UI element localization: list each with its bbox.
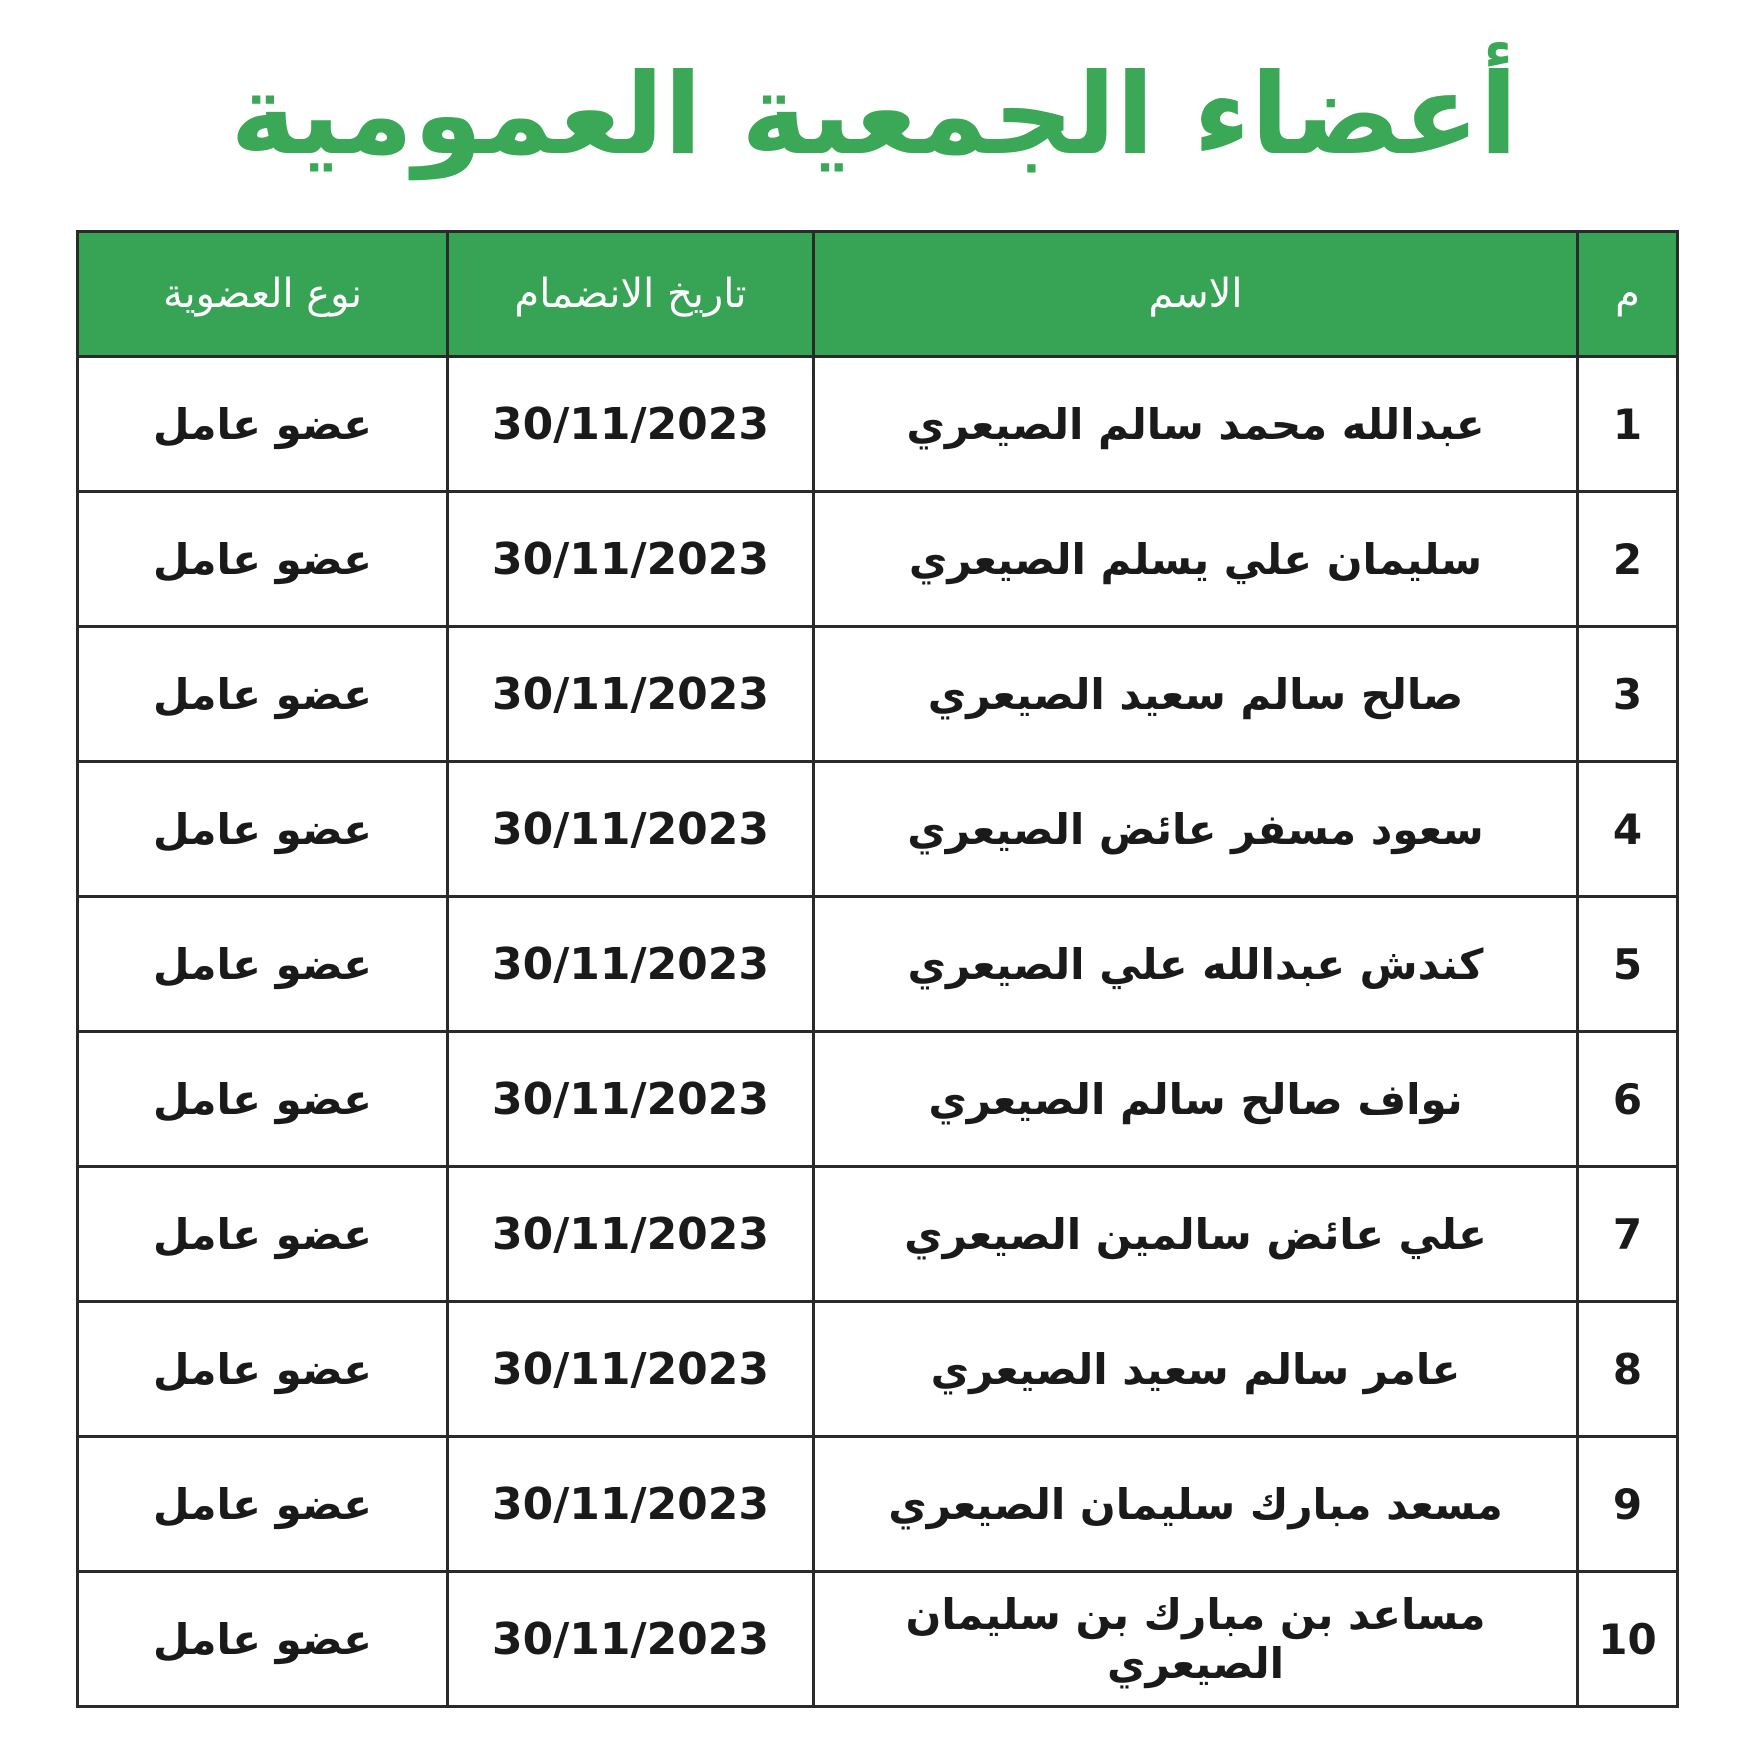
member-name: صالح سالم سعيد الصيعري xyxy=(814,627,1578,762)
member-name: مساعد بن مبارك بن سليمان الصيعري xyxy=(814,1572,1578,1707)
member-name: نواف صالح سالم الصيعري xyxy=(814,1032,1578,1167)
join-date: 30/11/2023 xyxy=(448,1167,814,1302)
row-num: 7 xyxy=(1578,1167,1678,1302)
table-header xyxy=(78,232,1678,357)
members-table xyxy=(76,230,1679,1708)
membership-type: عضو عامل xyxy=(78,762,448,897)
membership-type: عضو عامل xyxy=(78,1572,448,1707)
membership-type: عضو عامل xyxy=(78,627,448,762)
member-name: سعود مسفر عائض الصيعري xyxy=(814,762,1578,897)
table-row xyxy=(78,762,1678,897)
table-row xyxy=(78,492,1678,627)
member-name: سليمان علي يسلم الصيعري xyxy=(814,492,1578,627)
member-name: علي عائض سالمين الصيعري xyxy=(814,1167,1578,1302)
header-name: الاسم xyxy=(814,232,1578,357)
header-num: م xyxy=(1578,232,1678,357)
table-row xyxy=(78,357,1678,492)
join-date: 30/11/2023 xyxy=(448,627,814,762)
row-num: 5 xyxy=(1578,897,1678,1032)
membership-type: عضو عامل xyxy=(78,1167,448,1302)
membership-type: عضو عامل xyxy=(78,897,448,1032)
membership-type: عضو عامل xyxy=(78,357,448,492)
membership-type: عضو عامل xyxy=(78,1032,448,1167)
join-date: 30/11/2023 xyxy=(448,357,814,492)
row-num: 4 xyxy=(1578,762,1678,897)
row-num: 6 xyxy=(1578,1032,1678,1167)
header-join-date: تاريخ الانضمام xyxy=(448,232,814,357)
table-row xyxy=(78,1032,1678,1167)
join-date: 30/11/2023 xyxy=(448,1302,814,1437)
table-row xyxy=(78,1167,1678,1302)
membership-type: عضو عامل xyxy=(78,1437,448,1572)
membership-type: عضو عامل xyxy=(78,1302,448,1437)
page-title: أعضاء الجمعية العمومية xyxy=(230,50,1518,180)
member-name: عبدالله محمد سالم الصيعري xyxy=(814,357,1578,492)
table-row xyxy=(78,1437,1678,1572)
table-row xyxy=(78,1302,1678,1437)
join-date: 30/11/2023 xyxy=(448,762,814,897)
join-date: 30/11/2023 xyxy=(448,1032,814,1167)
row-num: 9 xyxy=(1578,1437,1678,1572)
row-num: 8 xyxy=(1578,1302,1678,1437)
header-row xyxy=(78,232,1678,357)
table-row xyxy=(78,627,1678,762)
member-name: مسعد مبارك سليمان الصيعري xyxy=(814,1437,1578,1572)
table-body xyxy=(78,357,1678,1707)
table-row xyxy=(78,897,1678,1032)
row-num: 3 xyxy=(1578,627,1678,762)
header-membership-type: نوع العضوية xyxy=(78,232,448,357)
join-date: 30/11/2023 xyxy=(448,897,814,1032)
table-row xyxy=(78,1572,1678,1707)
member-name: عامر سالم سعيد الصيعري xyxy=(814,1302,1578,1437)
join-date: 30/11/2023 xyxy=(448,1437,814,1572)
join-date: 30/11/2023 xyxy=(448,1572,814,1707)
row-num: 2 xyxy=(1578,492,1678,627)
row-num: 1 xyxy=(1578,357,1678,492)
join-date: 30/11/2023 xyxy=(448,492,814,627)
row-num: 10 xyxy=(1578,1572,1678,1707)
membership-type: عضو عامل xyxy=(78,492,448,627)
member-name: كندش عبدالله علي الصيعري xyxy=(814,897,1578,1032)
